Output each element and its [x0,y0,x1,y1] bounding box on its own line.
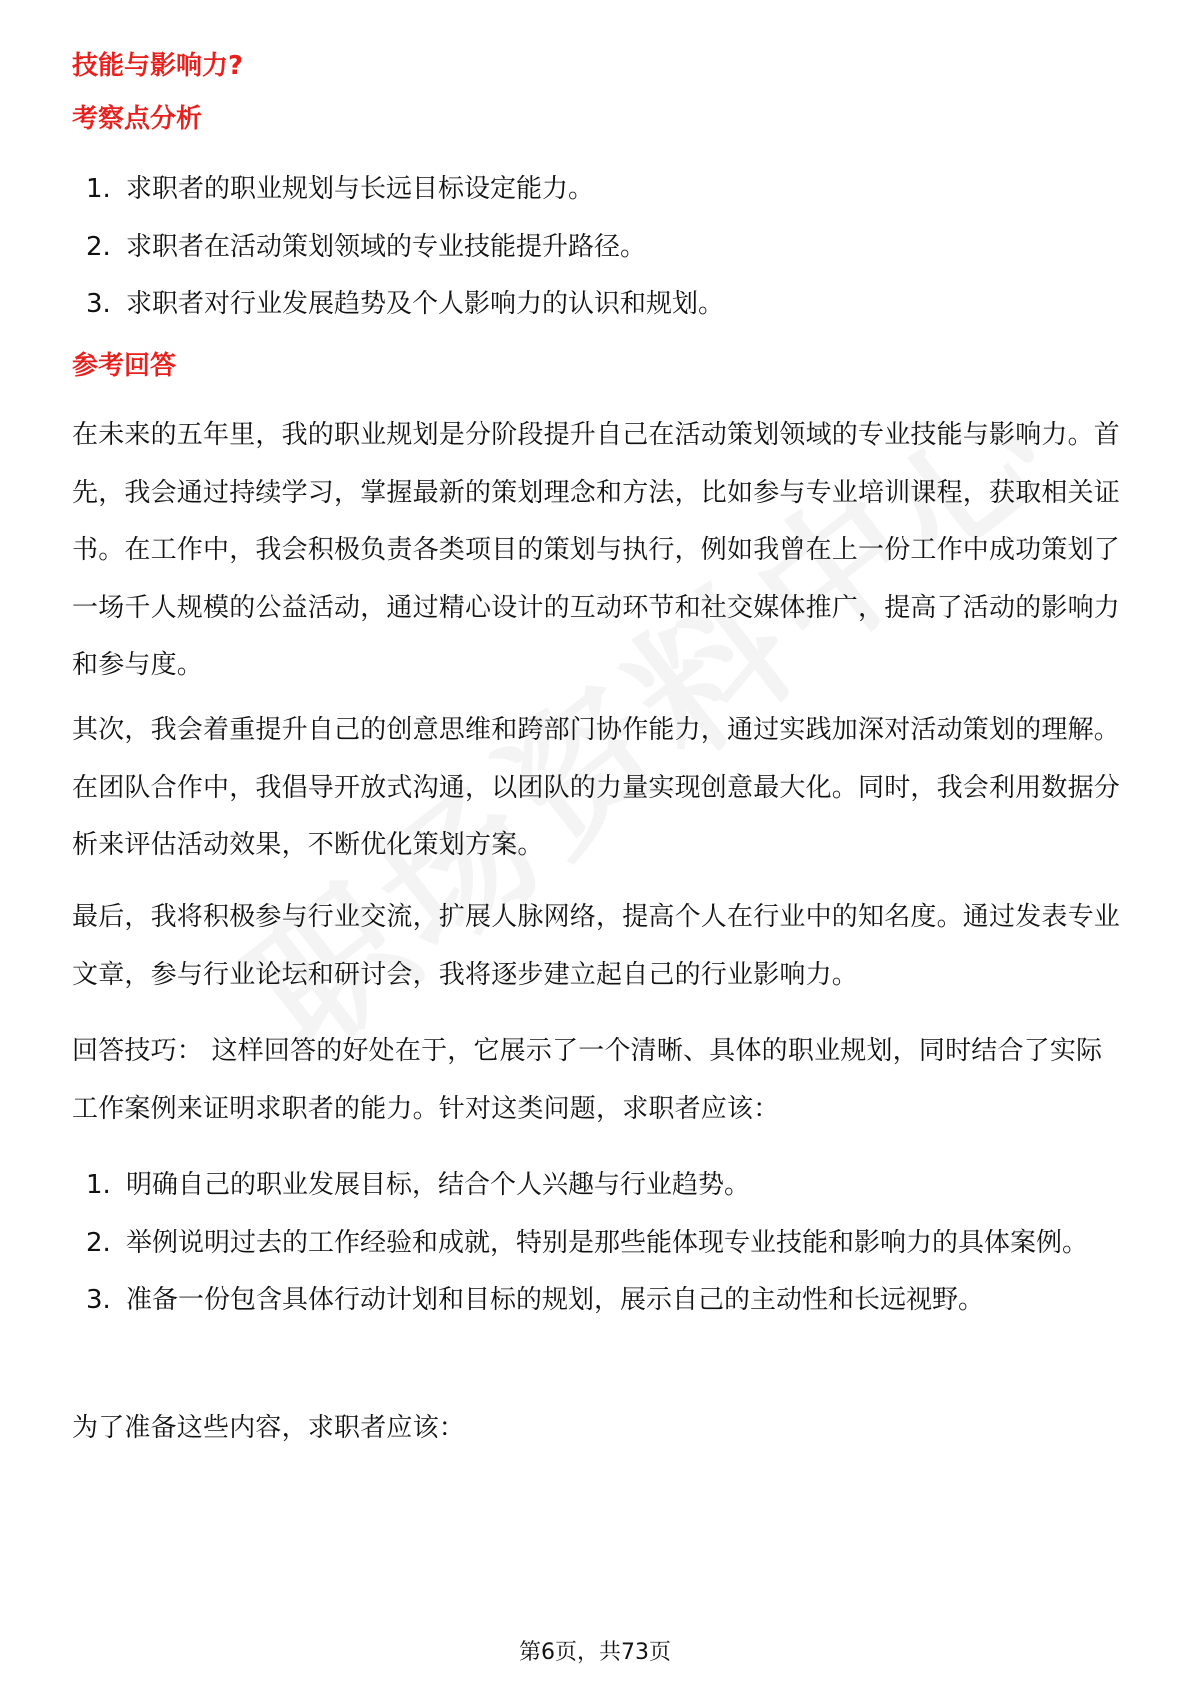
answer-paragraph-3: 最后，我将积极参与行业交流，扩展人脉网络，提高个人在行业中的知名度。通过发表专业文章，参与行业论坛和研讨会，我将逐步建立起自己的行业影响力。 [72,902,1121,990]
list-item [72,1215,1122,1273]
list-number: 2. [86,1227,111,1258]
answer-heading: 参考回答 [72,351,177,381]
list-text: 求职者对行业发展趋势及个人影响力的认识和规划。 [126,289,725,319]
list-item [72,1157,1122,1215]
answer-paragraph-1: 在未来的五年里，我的职业规划是分阶段提升自己在活动策划领域的专业技能与影响力。首先，我会通过持续学习，掌握最新的策划理念和方法，比如参与专业培训课程，获取相关证书。在工作中，我会积极负责各类项目的策划与执行，例如我曾在上一份工作中成功策划了一场千人规模的公益活动，通过精心设计的互动环节和社交媒体推广，提高了活动的影响力和参与度。 [72,420,1121,680]
list-item [72,161,1122,219]
tips-list [72,1157,1122,1330]
list-number: 3. [86,1285,111,1315]
list-number: 2. [86,231,111,262]
list-text: 求职者的职业规划与长远目标设定能力。 [126,174,595,204]
list-text: 求职者在活动策划领域的专业技能提升路径。 [126,231,647,262]
list-text: 举例说明过去的工作经验和成就，特别是那些能体现专业技能和影响力的具体案例。 [126,1227,1089,1258]
tips-intro: 回答技巧： 这样回答的好处在于，它展示了一个清晰、具体的职业规划，同时结合了实际工作案例来证明求职者的能力。针对这类问题，求职者应该： [72,1036,1103,1124]
list-text: 明确自己的职业发展目标，结合个人兴趣与行业趋势。 [126,1170,751,1200]
list-number: 3. [86,289,111,319]
list-number: 1. [86,1170,111,1200]
closing-line: 为了准备这些内容，求职者应该： [72,1413,466,1443]
list-item [72,219,1122,277]
analysis-list [72,161,1122,334]
list-item [72,1272,1122,1330]
page-footer: 第6页，共73页 [519,1640,671,1665]
analysis-heading: 考察点分析 [72,104,203,134]
answer-paragraph-2: 其次，我会着重提升自己的创意思维和跨部门协作能力，通过实践加深对活动策划的理解。在团队合作中，我倡导开放式沟通，以团队的力量实现创意最大化。同时，我会利用数据分析来评估活动效果，不断优化策划方案。 [72,715,1121,860]
list-number: 1. [86,174,111,204]
list-text: 准备一份包含具体行动计划和目标的规划，展示自己的主动性和长远视野。 [126,1285,985,1315]
list-item [72,276,1122,334]
question-heading-tail: 技能与影响力? [72,51,244,81]
